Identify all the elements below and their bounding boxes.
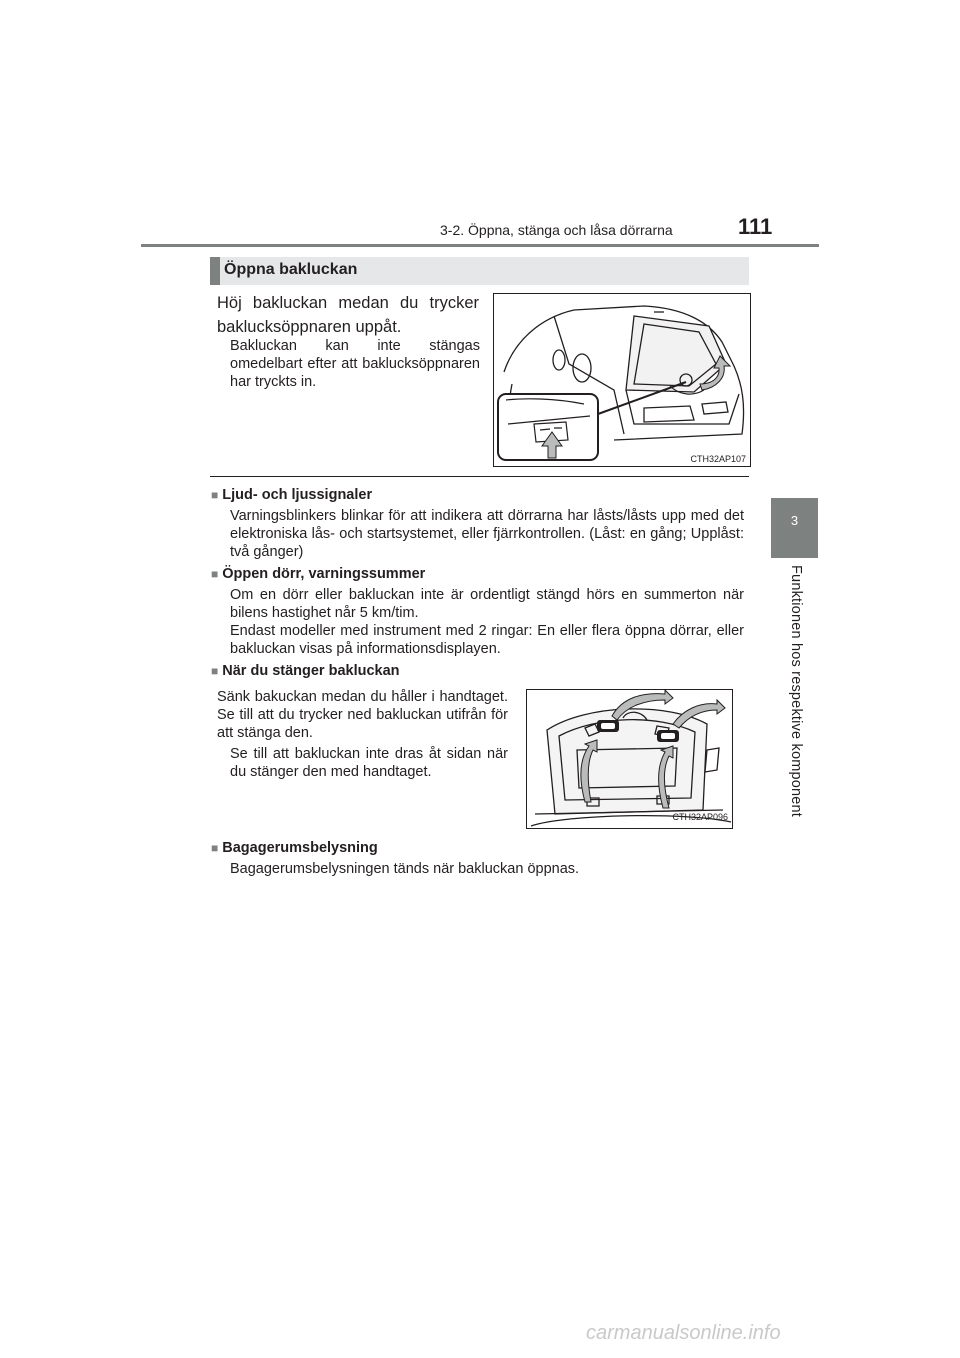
page-number: 111 xyxy=(738,214,773,239)
chapter-tab xyxy=(771,498,818,558)
section-divider xyxy=(210,476,749,477)
figure-closing-tailgate xyxy=(526,689,733,829)
item-title-closing xyxy=(211,663,400,679)
intro-note: Bakluckan kan inte stängas omedelbart efter att baklucksöppnaren har tryckts in. xyxy=(230,338,480,390)
car-rear-illustration xyxy=(494,294,750,466)
bullet-square-icon: ■ xyxy=(211,841,219,855)
bullet-square-icon: ■ xyxy=(211,567,219,581)
watermark-link[interactable]: carmanualsonline.info xyxy=(586,1322,781,1344)
item-text-cargo-light: Bagagerumsbelysningen tänds när bakluckan öppnas. xyxy=(230,861,580,877)
item-paragraph: Endast modeller med instrument med 2 ringar: En eller flera öppna dörrar, eller bakluckan visas på informationsdisplayen. xyxy=(230,623,744,657)
header-rule xyxy=(141,244,819,247)
item-title-text: När du stänger bakluckan xyxy=(222,663,400,679)
figure2-code: CTH32AP096 xyxy=(672,812,728,822)
item-text-signals: Varningsblinkers blinkar för att indikera att dörrarna har låsts/låsts upp med det elektroniska lås- och startsystemet, eller fjärrkontrollen. (Låst: en gång; Upplåst: två gånger) xyxy=(230,508,744,560)
header-section-title: 3-2. Öppna, stänga och låsa dörrarna xyxy=(440,222,673,238)
item-title-text: Bagagerumsbelysning xyxy=(222,840,378,856)
item-text-door-buzzer xyxy=(230,586,744,658)
chapter-number: 3 xyxy=(790,513,799,528)
intro-text: Höj bakluckan medan du trycker baklucksöppnaren uppåt. xyxy=(217,294,479,336)
bullet-square-icon: ■ xyxy=(211,664,219,678)
item-text-closing: Sänk bakuckan medan du håller i handtaget. Se till att du trycker ned bakluckan utifrån för att stänga den. xyxy=(217,689,508,741)
figure-tailgate-opener xyxy=(493,293,751,467)
bullet-square-icon: ■ xyxy=(211,488,219,502)
item-title-cargo-light xyxy=(211,840,378,856)
item-paragraph: Om en dörr eller bakluckan inte är ordentligt stängd hörs en summerton när bilens hastighet når 5 km/tim. xyxy=(230,587,744,621)
item-title-text: Ljud- och ljussignaler xyxy=(222,487,373,503)
figure1-code: CTH32AP107 xyxy=(690,454,746,464)
tailgate-interior-illustration xyxy=(527,690,732,828)
item-note-closing: Se till att bakluckan inte dras åt sidan när du stänger den med handtaget. xyxy=(230,746,508,780)
item-title-signals xyxy=(211,487,372,503)
chapter-title: Funktionen hos respektive komponent xyxy=(788,565,804,818)
section-heading: Öppna bakluckan xyxy=(224,261,358,278)
item-title-door-buzzer xyxy=(211,566,425,582)
item-title-text: Öppen dörr, varningssummer xyxy=(222,566,426,582)
